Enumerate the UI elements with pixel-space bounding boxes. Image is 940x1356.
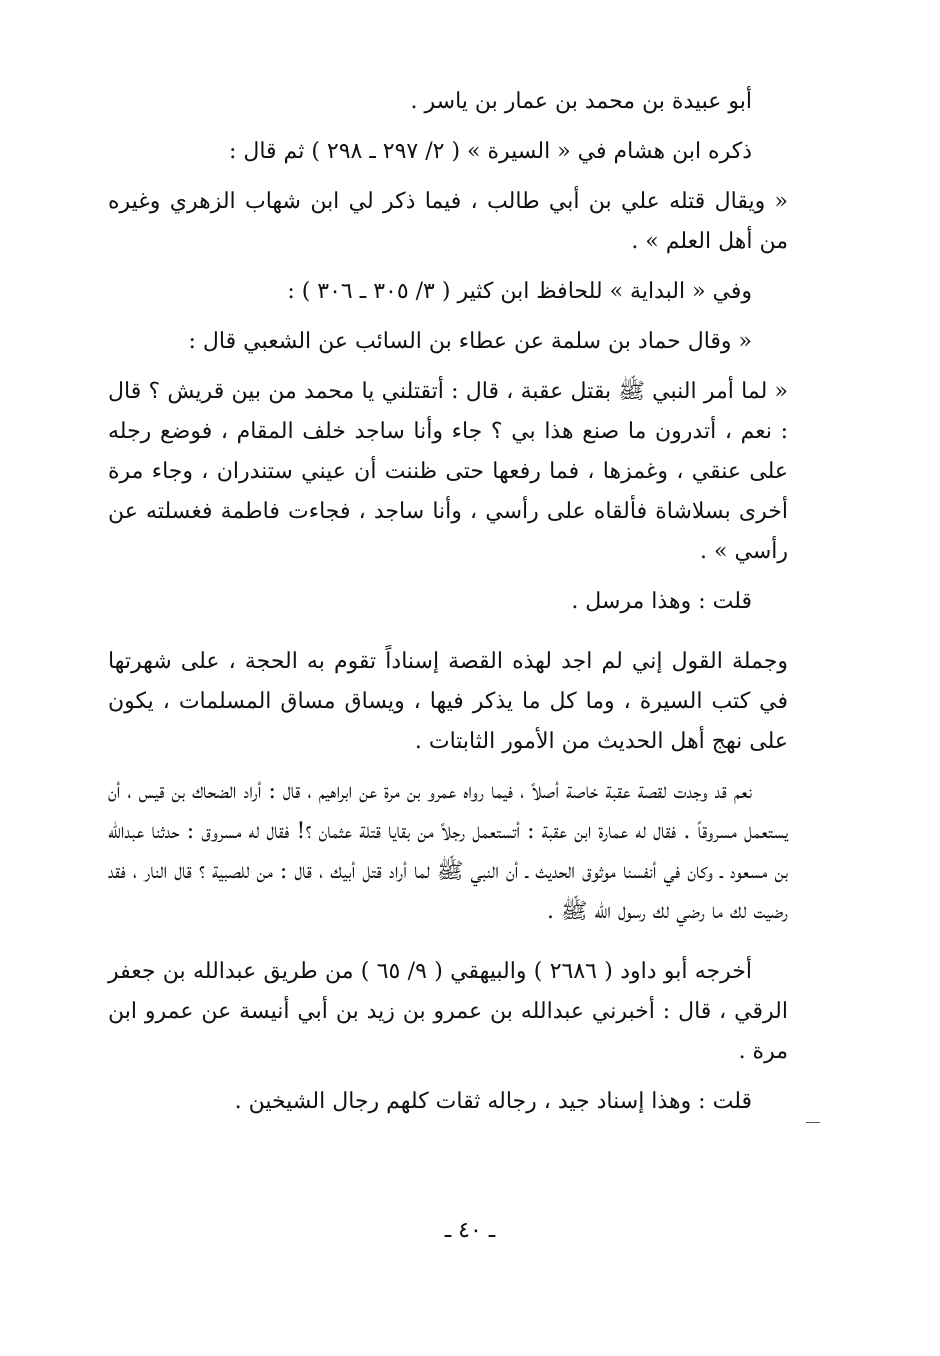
margin-mark (806, 1122, 820, 1123)
paragraph-abu-dawud-takhrij: أخرجه أبو داود ( ٢٦٨٦ ) والبيهقي ( ٩/ ٦٥ ) من طريق عبدالله بن جعفر الرقي ، قال : أخبرني عبدالله بن عمرو بن زيد بن أبي أنيسة عن عمرو ابن مرة . (108, 959, 788, 1064)
paragraph-ibn-hisham-quote: « ويقال قتله علي بن أبي طالب ، فيما ذكر لي ابن شهاب الزهري وغيره من أهل العلم » . (108, 189, 788, 254)
paragraph-hammad-chain: « وقال حماد بن سلمة عن عطاء بن السائب عن الشعبي قال : (188, 329, 752, 354)
paragraph-attribution: أبو عبيدة بن محمد بن عمار بن ياسر . (410, 89, 752, 114)
page-number: ـ ٤٠ ـ (444, 1218, 496, 1243)
main-text (108, 82, 788, 1122)
paragraph-masruq-narration: نعم قد وجدت لقصة عقبة خاصة أصلاً ، فيما رواه عمرو بن مرة عن ابراهيم ، قال : أراد الضحاك بن قيس ، أن يستعمل مسروقاً . فقال له عمارة ابن عقبة : أتستعمل رجلاً من بقايا قتلة عثمان ؟! فقال له مسروق : حدثنا عبدالله بن مسعود ـ وكان في أنفسنا موثوق الحديث ـ أن النبي ﷺ لما أراد قتل أبيك ، قال : من للصبية ؟ قال النار ، فقد رضيت لك ما رضي لك رسول الله ﷺ . (108, 779, 788, 924)
paragraph-isnad-verdict: قلت : وهذا إسناد جيد ، رجاله ثقات كلهم رجال الشيخين . (234, 1089, 752, 1114)
paragraph-bidaya-citation: وفي « البداية » للحافظ ابن كثير ( ٣/ ٣٠٥ ـ ٣٠٦ ) : (287, 279, 752, 304)
paragraph-summary: وجملة القول إني لم اجد لهذه القصة إسناداً تقوم به الحجة ، على شهرتها في كتب السيرة ، وما كل ما يذكر فيها ، ويساق مساق المسلمات ، يكون على نهج أهل الحديث من الأمور الثابتات . (108, 649, 788, 754)
paragraph-uqba-narration: « لما أمر النبي ﷺ بقتل عقبة ، قال : أتقتلني يا محمد من بين قريش ؟ قال : نعم ، أتدرون ما صنع هذا بي ؟ جاء وأنا ساجد خلف المقام ، فوضع رجله على عنقي ، وغمزها ، فما رفعها حتى ظننت أن عيني ستندران ، وجاء مرة أخرى بسلاشاة فألقاه على رأسي ، وأنا ساجد ، فجاءت فاطمة فغسلته عن رأسي » . (108, 379, 788, 564)
paragraph-ibn-hisham-citation: ذكره ابن هشام في « السيرة » ( ٢/ ٢٩٧ ـ ٢٩٨ ) ثم قال : (228, 139, 752, 164)
paragraph-mursal-note: قلت : وهذا مرسل . (571, 589, 752, 614)
